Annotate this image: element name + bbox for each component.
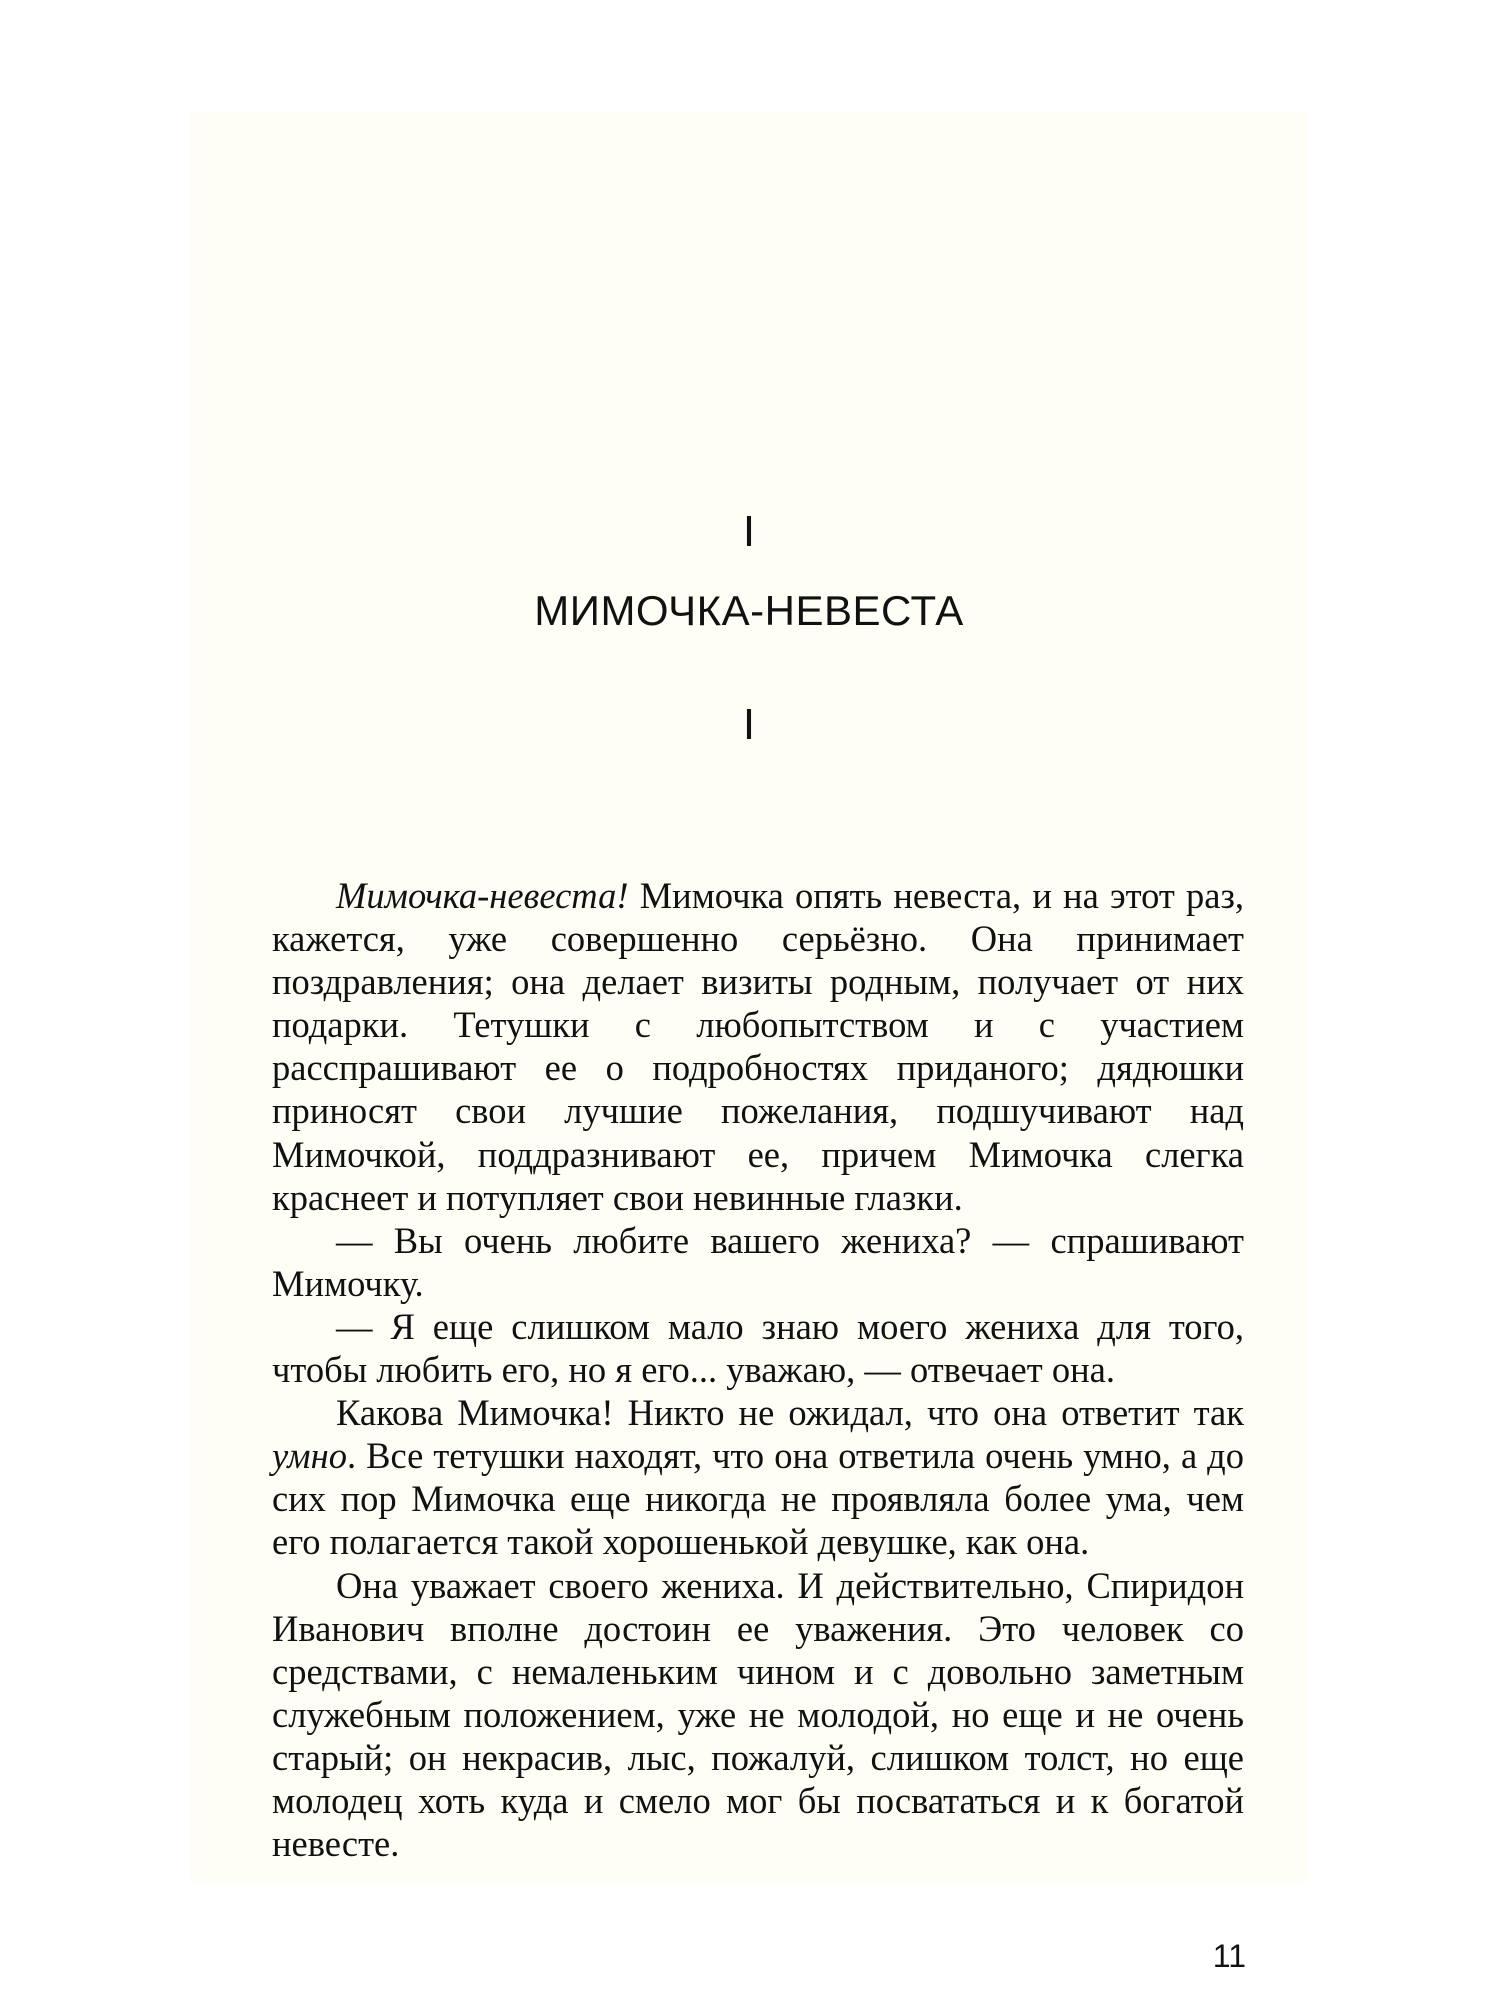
- italic-lead: Мимочка-невеста!: [336, 875, 629, 916]
- italic-word: умно: [272, 1435, 347, 1477]
- body-text: [272, 874, 1244, 1865]
- dialogue-line: — Вы очень любите вашего жениха? — спрашивают Мимочку.: [272, 1219, 1244, 1304]
- paragraph-text: Какова Мимочка! Никто не ожидал, что она ответит так: [336, 1392, 1244, 1434]
- paragraph: Она уважает своего жениха. И действительно, Спиридон Иванович вполне достоин ее уважения. Это человек со средствами, с немаленьким чином и с довольно заметным служебным положением, уже не молодой, но еще и не очень старый; он некрасив, лыс, пожалуй, слишком толст, но еще молодец хоть куда и смело мог бы посвататься и к богатой невесте.: [272, 1564, 1244, 1865]
- paragraph: [272, 1391, 1244, 1563]
- part-number: I: [742, 507, 756, 556]
- chapter-number: I: [742, 700, 756, 749]
- part-title: МИМОЧКА-НЕВЕСТА: [534, 587, 964, 634]
- paragraph: [272, 874, 1244, 1219]
- page-number: 11: [1212, 1938, 1246, 1974]
- paragraph-text: . Все тетушки находят, что она ответила очень умно, а до сих пор Мимочка еще никогда не проявляла более ума, чем его полагается такой хорошенькой девушке, как она.: [272, 1435, 1244, 1563]
- dialogue-line: — Я еще слишком мало знаю моего жениха для того, чтобы любить его, но я его... уважаю, — отвечает она.: [272, 1305, 1244, 1391]
- book-page: [190, 112, 1308, 1974]
- paragraph-text: Мимочка опять невеста, и на этот раз, кажется, уже совершенно серьёзно. Она принимает поздравления; она делает визиты родным, получает от них подарки. Тетушки с любопытством и с участием расспрашивают ее о подробностях приданого; дядюшки приносят свои лучшие пожелания, подшучивают над Мимочкой, поддразнивают ее, причем Мимочка слегка краснеет и потупляет свои невинные глазки.: [272, 875, 1244, 1218]
